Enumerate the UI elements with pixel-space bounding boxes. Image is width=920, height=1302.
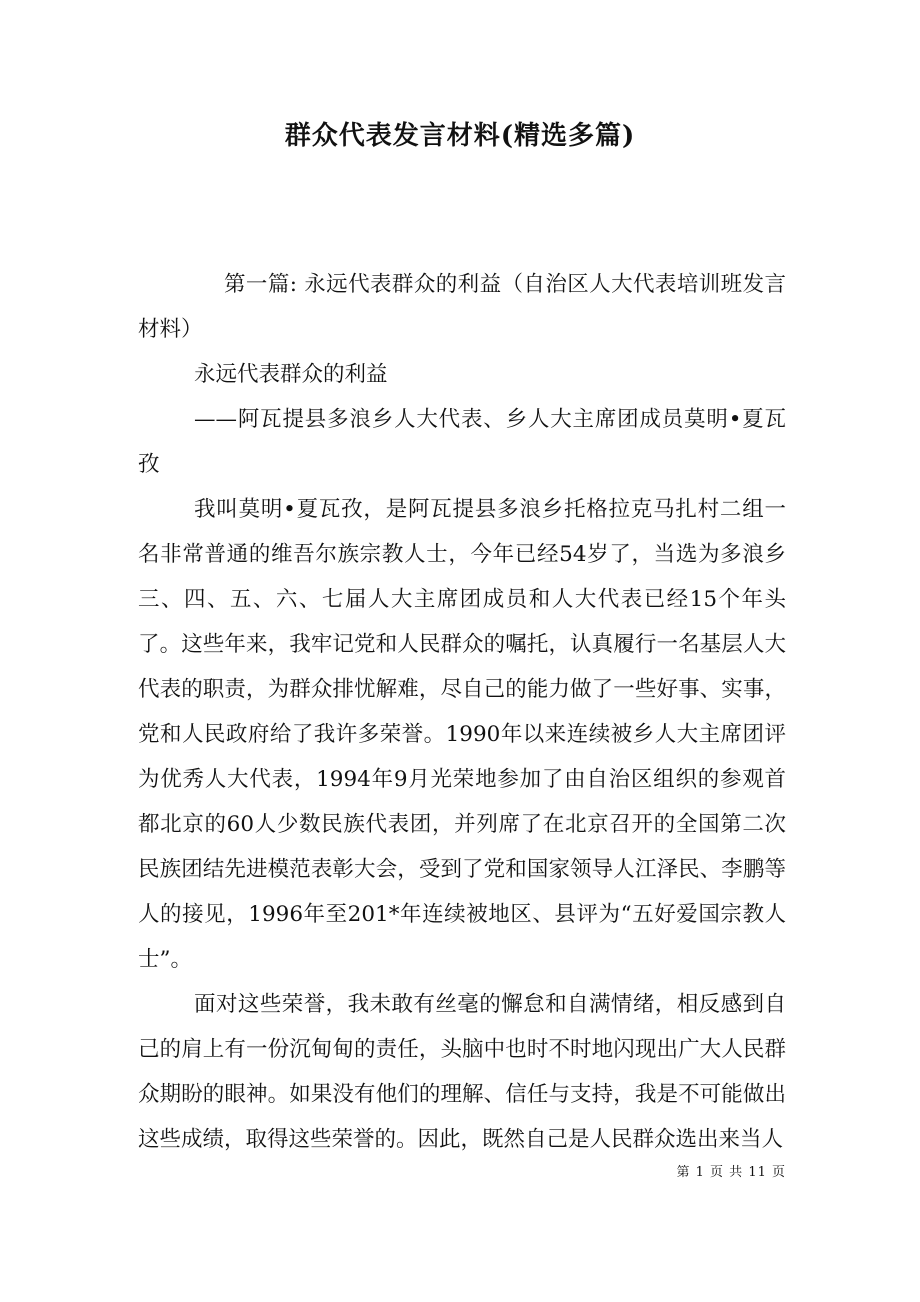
document-title: 群众代表发言材料(精选多篇) xyxy=(284,121,636,151)
document-body xyxy=(138,262,786,1162)
section-subtitle: 永远代表群众的利益 xyxy=(194,362,388,387)
page-number-footer: 第 1 页 共 11 页 xyxy=(676,1165,786,1180)
body-paragraph-1: 我叫莫明•夏瓦孜，是阿瓦提县多浪乡托格拉克马扎村二组一名非常普通的维吾尔族宗教人士，今年已经54岁了，当选为多浪乡三、四、五、六、七届人大主席团成员和人大代表已经15个年头了。这些年来，我牢记党和人民群众的嘱托，认真履行一名基层人大代表的职责，为群众排忧解难，尽自己的能力做了一些好事、实事，党和人民政府给了我许多荣誉。1990年以来连续被乡人大主席团评为优秀人大代表，1994年9月光荣地参加了由自治区组织的参观首都北京的60人少数民族代表团，并列席了在北京召开的全国第二次民族团结先进模范表彰大会，受到了党和国家领导人江泽民、李鹏等人的接见，1996年至201*年连续被地区、县评为“五好爱国宗教人士”。 xyxy=(138,497,786,972)
section-heading: 第一篇: 永远代表群众的利益（自治区人大代表培训班发言材料） xyxy=(138,272,786,342)
body-paragraph-2: 面对这些荣誉，我未敢有丝毫的懈怠和自满情绪，相反感到自己的肩上有一份沉甸甸的责任，头脑中也时不时地闪现出广大人民群众期盼的眼神。如果没有他们的理解、信任与支持，我是不可能做出这些成绩，取得这些荣誉的。因此，既然自己是人民群众选出来当人 xyxy=(138,992,786,1152)
author-byline: ——阿瓦提县多浪乡人大代表、乡人大主席团成员莫明•夏瓦孜 xyxy=(138,407,786,477)
